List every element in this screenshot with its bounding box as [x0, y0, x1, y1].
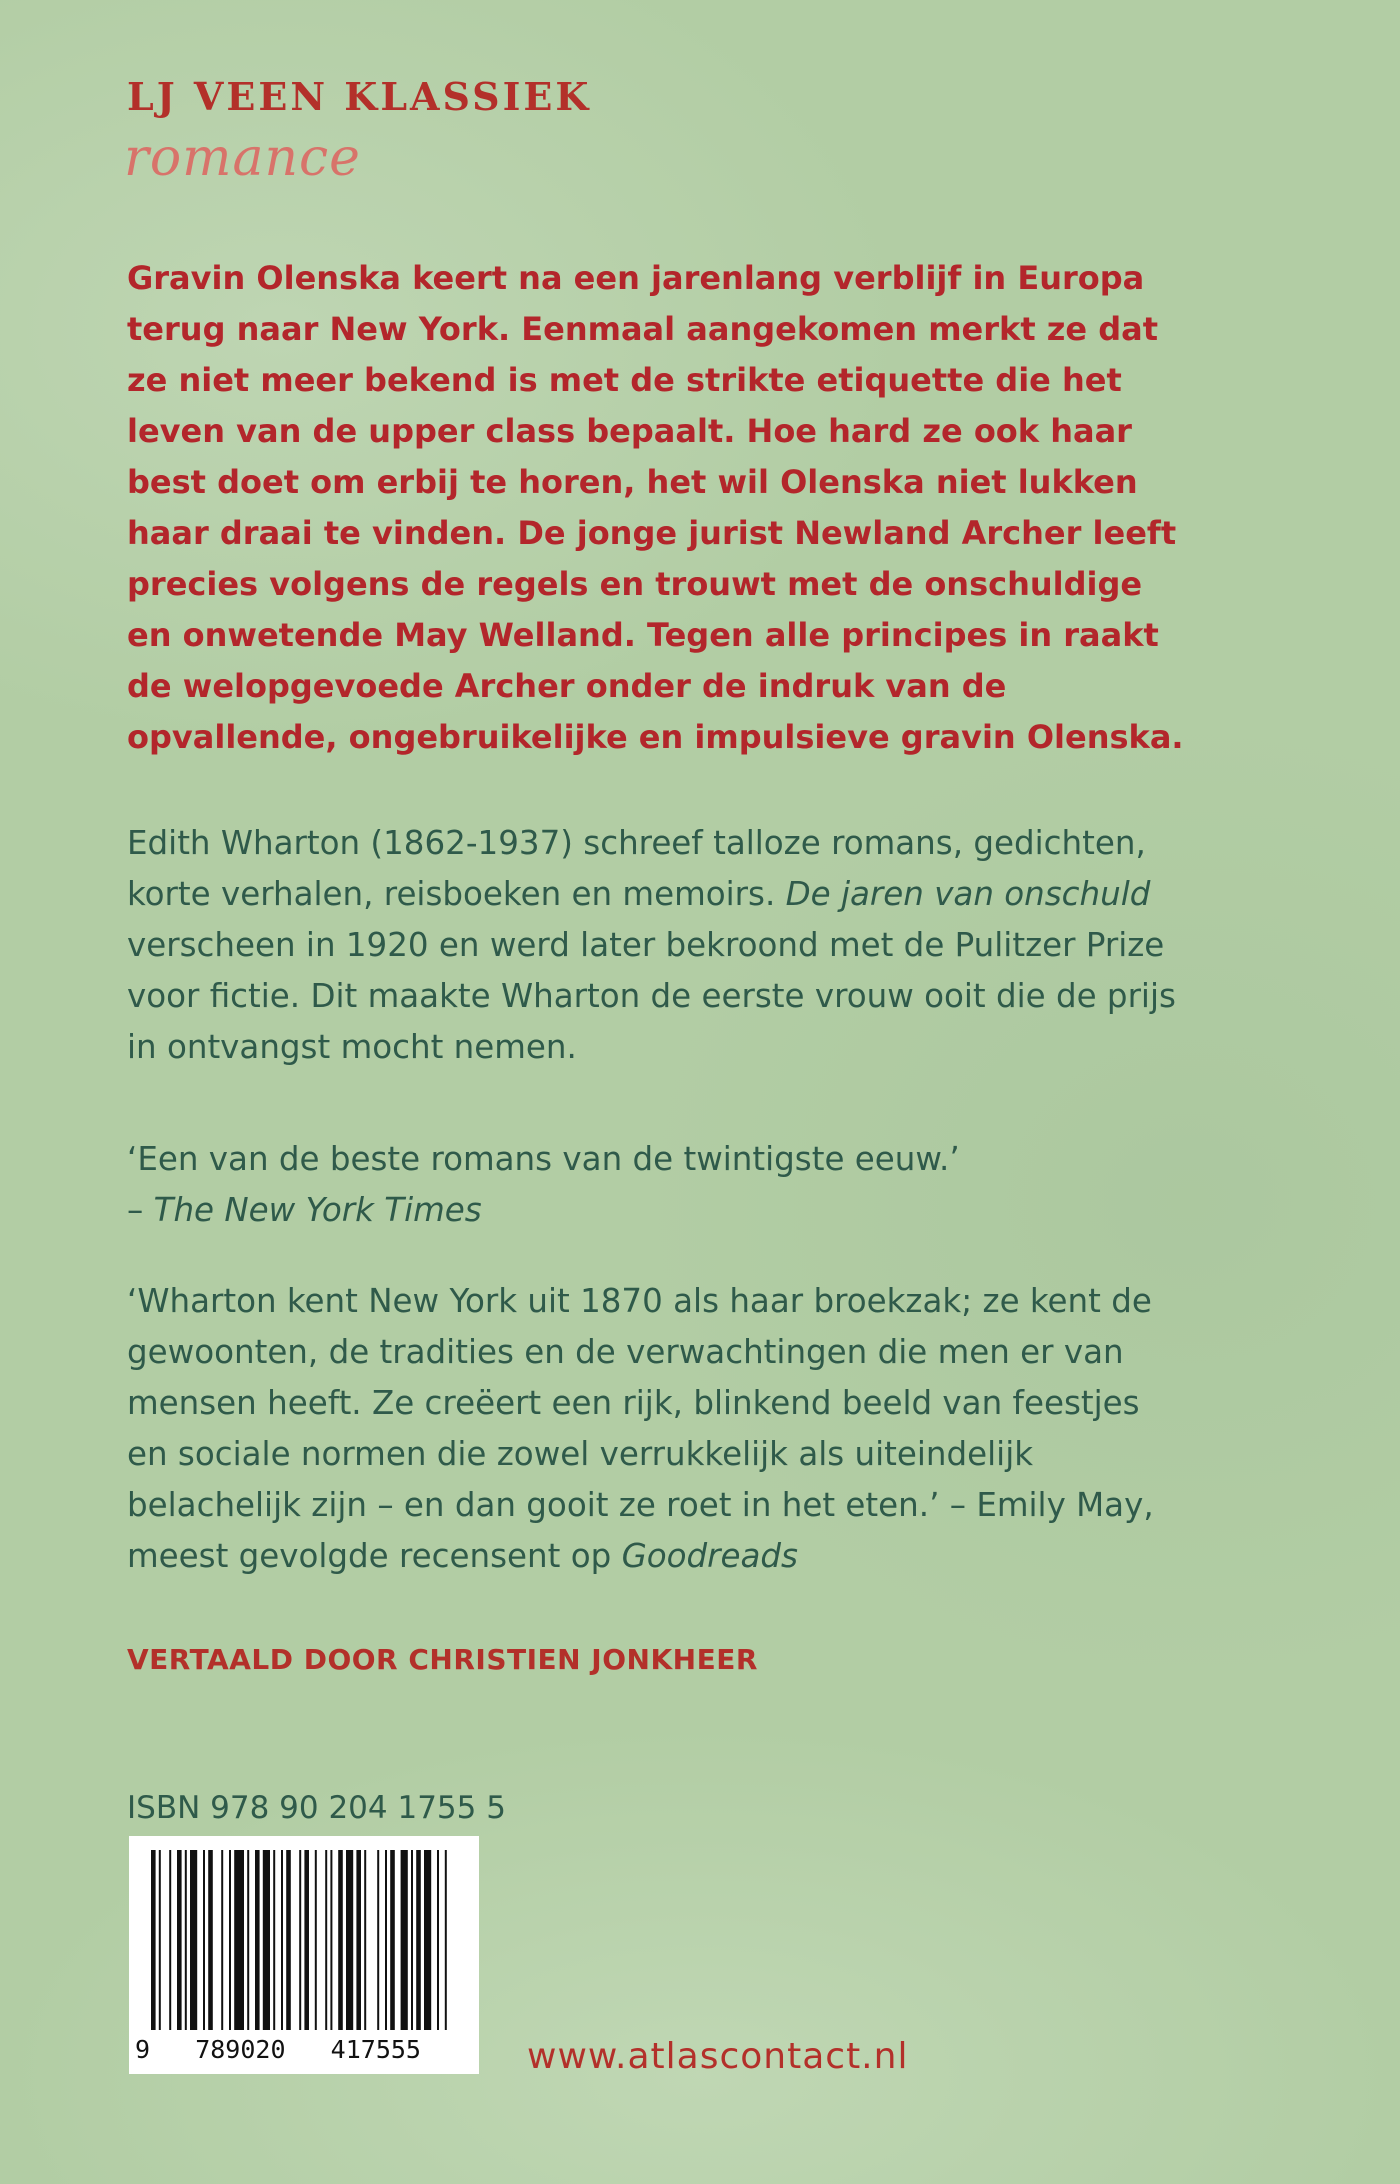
bio-text-2: verscheen in 1920 en werd later bekroond met de Pulitzer Prize voor fictie. Dit maakte Wharton de eerste vrouw ooit die de prijs in ontvangst mocht nemen. — [127, 926, 1176, 1066]
bio-text-1: Edith Wharton (1862-1937) schreef talloze romans, gedichten, korte verhalen, reisboeken en memoirs. — [127, 824, 1146, 913]
author-bio — [127, 818, 1187, 1073]
quote-text: ‘Een van de beste romans van de twintigste eeuw.’ — [127, 1140, 960, 1178]
genre-label: romance — [124, 128, 361, 188]
book-blurb: Gravin Olenska keert na een jarenlang verblijf in Europa terug naar New York. Eenmaal aangekomen merkt ze dat ze niet meer bekend is met de strikte etiquette die het leven van de upper class bepaalt. Hoe hard ze ook haar best doet om erbij te horen, het wil Olenska niet lukken haar draai te vinden. De jonge jurist Newland Archer leeft precies volgens de regels en trouwt met de onschuldige en onwetende May Welland. Tegen alle principes in raakt de welopgevoede Archer onder de indruk van de opvallende, ongebruikelijke en impulsieve gravin Olenska. — [127, 259, 1184, 756]
translator-credit: VERTAALD DOOR CHRISTIEN JONKHEER — [127, 1643, 758, 1676]
publisher-website[interactable]: www.atlascontact.nl — [527, 2036, 909, 2077]
series-name: LJ VEEN KLASSIEK — [127, 74, 592, 119]
barcode-bars — [151, 1850, 457, 2030]
review-source: Goodreads — [621, 1537, 798, 1575]
barcode-digits: 9 789020 417555 — [135, 2035, 421, 2064]
book-title: De jaren van onschuld — [785, 875, 1151, 913]
isbn-label: ISBN 978 90 204 1755 5 — [127, 1790, 506, 1826]
barcode — [129, 1836, 479, 2074]
review-quote-nyt — [127, 1134, 1187, 1236]
quote-source: The New York Times — [153, 1191, 482, 1229]
quote-attribution — [127, 1185, 1187, 1236]
review-text: ‘Wharton kent New York uit 1870 als haar broekzak; ze kent de gewoonten, de tradities en de verwachtingen die men er van mensen heeft. Ze creëert een rijk, blinkend beeld van feestjes en sociale normen die zowel verrukkelijk als uiteindelijk belachelijk zijn – en dan gooit ze roet in het eten.’ – Emily May, meest gevolgde recensent op — [127, 1282, 1154, 1575]
review-quote-goodreads — [127, 1276, 1187, 1582]
attribution-dash: – — [127, 1191, 154, 1229]
